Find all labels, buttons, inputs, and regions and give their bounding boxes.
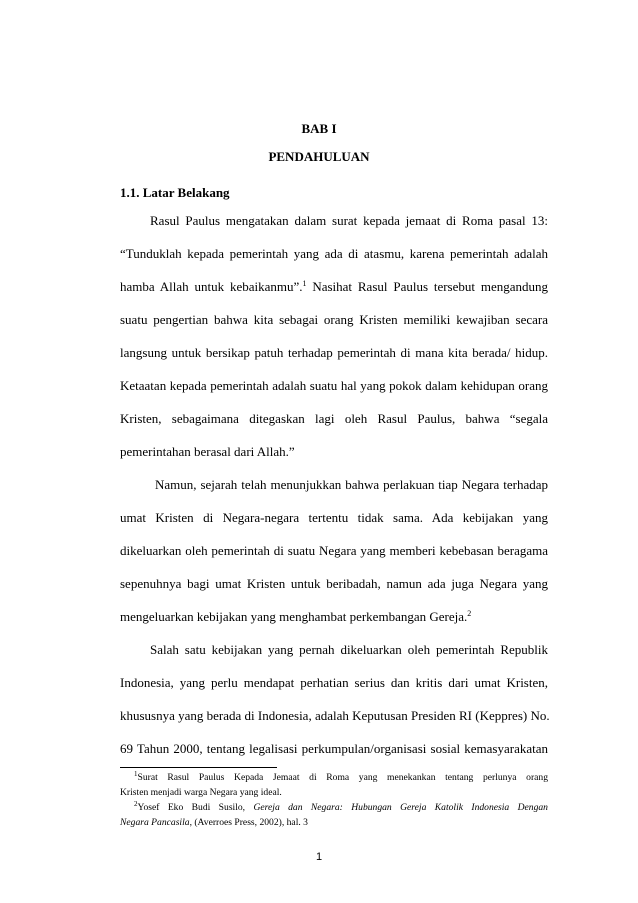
page-number: 1: [315, 851, 323, 863]
body-line: Salah satu kebijakan yang pernah dikeluarkan oleh pemerintah Republik: [150, 642, 548, 657]
footnote-number: 1: [134, 770, 138, 778]
body-line: dikeluarkan oleh pemerintah di suatu Negara yang memberi kebebasan beragama: [120, 543, 548, 558]
footnote-book-title: Gereja dan Negara: Hubungan Gereja Katolik Indonesia Dengan: [253, 802, 548, 813]
footnote-1: [134, 771, 548, 785]
footnote-2-continued: [120, 816, 548, 830]
body-line: Ketaatan kepada pemerintah adalah suatu hal yang pokok dalam kehidupan orang: [120, 378, 548, 393]
footnote-2: [134, 801, 548, 815]
body-line: umat Kristen di Negara-negara tertentu tidak sama. Ada kebijakan yang: [120, 510, 548, 525]
body-line: 69 Tahun 2000, tentang legalisasi perkumpulan/organisasi sosial kemasyarakatan: [120, 741, 548, 756]
section-heading: 1.1. Latar Belakang: [120, 185, 230, 200]
body-line: suatu pengertian bahwa kita sebagai orang Kristen memiliki kewajiban secara: [120, 312, 548, 327]
footnote-publication: , (Averroes Press, 2002), hal. 3: [189, 817, 308, 828]
footnote-separator: [120, 767, 277, 768]
footnote-reference: 1: [302, 279, 307, 288]
body-line: “Tunduklah kepada pemerintah yang ada di atasmu, karena pemerintah adalah: [120, 246, 548, 261]
body-line: khususnya yang berada di Indonesia, adalah Keputusan Presiden RI (Keppres) No.: [120, 708, 550, 723]
body-text: Nasihat Rasul Paulus tersebut mengandung: [306, 279, 548, 294]
chapter-number: BAB I: [301, 121, 337, 136]
body-line: Kristen, sebagaimana ditegaskan lagi oleh Rasul Paulus, bahwa “segala: [120, 411, 548, 426]
body-line: Namun, sejarah telah menunjukkan bahwa perlakuan tiap Negara terhadap: [155, 477, 548, 492]
body-line: [120, 278, 548, 296]
footnote-text: Surat Rasul Paulus Kepada Jemaat di Roma yang menekankan tentang perlunya orang: [137, 772, 548, 783]
footnote-number: 2: [134, 800, 138, 808]
body-text: hamba Allah untuk kebaikanmu”.: [120, 279, 303, 294]
chapter-title: PENDAHULUAN: [268, 149, 370, 164]
footnote-book-title: Negara Pancasila: [120, 817, 190, 828]
body-line: Rasul Paulus mengatakan dalam surat kepada jemaat di Roma pasal 13:: [150, 213, 548, 228]
body-line: [120, 608, 548, 626]
footnote-author: Yosef Eko Budi Susilo,: [137, 802, 254, 813]
body-line: langsung untuk bersikap patuh terhadap pemerintah di mana kita berada/ hidup.: [120, 345, 548, 360]
footnote-reference: 2: [467, 609, 472, 618]
footnote-1-continued: Kristen menjadi warga Negara yang ideal.: [120, 787, 282, 798]
body-line: Indonesia, yang perlu mendapat perhatian serius dan kritis dari umat Kristen,: [120, 675, 548, 690]
body-text: mengeluarkan kebijakan yang menghambat perkembangan Gereja.: [120, 609, 468, 624]
body-line: sepenuhnya bagi umat Kristen untuk beribadah, namun ada juga Negara yang: [120, 576, 548, 591]
body-line: pemerintahan berasal dari Allah.”: [120, 444, 295, 459]
